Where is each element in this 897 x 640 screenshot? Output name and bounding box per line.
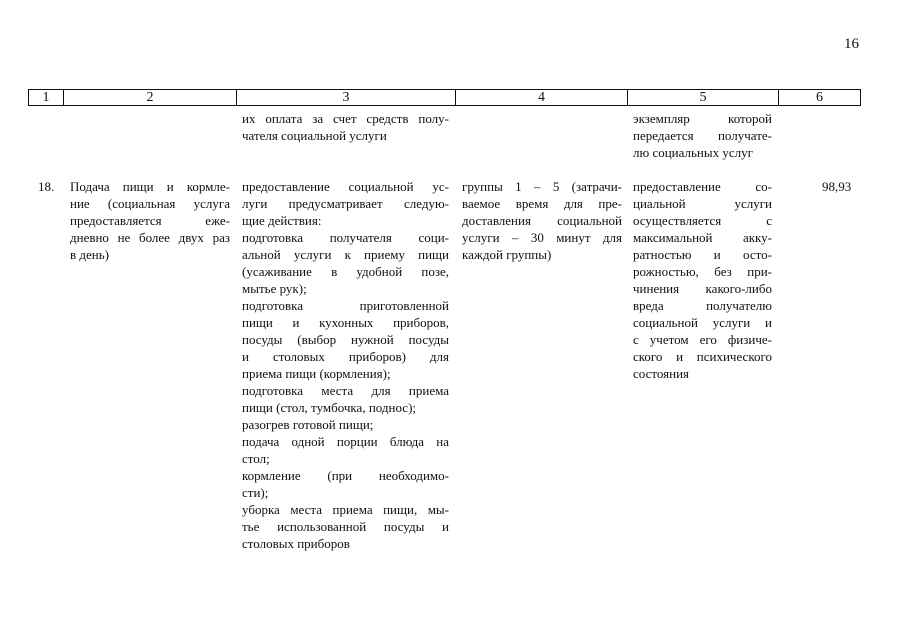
text-line: приема пищи (кормления); (242, 366, 391, 381)
text-line: их оплата за счет средств полу- (242, 111, 449, 126)
text-line: передается получате- (633, 128, 772, 143)
text-line: рожностью, без при- (633, 264, 772, 279)
continuation-col3 (242, 110, 449, 144)
text-line: столовых приборов (242, 536, 350, 551)
text-line: уборка места приема пищи, мы- (242, 502, 449, 517)
quality-conditions (633, 178, 772, 382)
text-line: альной услуги к приему пищи (242, 247, 449, 262)
text-line: максимальной акку- (633, 230, 772, 245)
text-line: предоставление со- (633, 179, 772, 194)
row-number: 18. (38, 179, 55, 194)
text-line: чателя социальной услуги (242, 128, 387, 143)
text-line: и столовых приборов) для (242, 349, 449, 364)
text-line: услуги – 30 минут для (462, 230, 622, 245)
text-line: дневно не более двух раз (70, 230, 230, 245)
text-line: чинения какого-либо (633, 281, 772, 296)
text-line: осуществляется с (633, 213, 772, 228)
header-col-4: 4 (455, 89, 628, 106)
text-line: предоставляется еже- (70, 213, 230, 228)
text-line: предоставление социальной ус- (242, 179, 449, 194)
text-line: лю социальных услуг (633, 145, 753, 160)
text-line: щие действия: (242, 213, 322, 228)
recipient-groups (462, 178, 622, 263)
text-line: ваемое время для пре- (462, 196, 622, 211)
text-line: циальной услуги (633, 196, 772, 211)
page-number: 16 (844, 36, 859, 52)
text-line: группы 1 – 5 (затрачи- (462, 179, 622, 194)
text-line: подготовка получателя соци- (242, 230, 449, 245)
text-line: Подача пищи и кормле- (70, 179, 230, 194)
text-line: социальной услуги и (633, 315, 772, 330)
text-line: подготовка приготовленной (242, 298, 449, 313)
text-line: луги предусматривает следую- (242, 196, 449, 211)
service-description (242, 178, 449, 552)
header-col-3: 3 (236, 89, 456, 106)
service-name (70, 178, 230, 263)
text-line: каждой группы) (462, 247, 552, 262)
text-line: вреда получателю (633, 298, 772, 313)
text-line: кормление (при необходимо- (242, 468, 449, 483)
text-line: пищи (стол, тумбочка, поднос); (242, 400, 417, 415)
continuation-col5 (633, 110, 772, 161)
text-line: пищи и кухонных приборов, (242, 315, 449, 330)
text-line: разогрев готовой пищи; (242, 417, 374, 432)
text-line: ского и психического (633, 349, 772, 364)
text-line: состояния (633, 366, 689, 381)
text-line: подача одной порции блюда на (242, 434, 449, 449)
text-line: доставления социальной (462, 213, 622, 228)
text-line: тье использованной посуды и (242, 519, 449, 534)
header-col-1: 1 (28, 89, 64, 106)
text-line: стол; (242, 451, 270, 466)
text-line: сти); (242, 485, 269, 500)
text-line: посуды (выбор нужной посуды (242, 332, 449, 347)
text-line: мытье рук); (242, 281, 307, 296)
text-line: (усаживание в удобной позе, (242, 264, 449, 279)
text-line: ратностью и осто- (633, 247, 772, 262)
header-col-5: 5 (627, 89, 779, 106)
text-line: экземпляр которой (633, 111, 772, 126)
text-line: в день) (70, 247, 109, 262)
text-line: ние (социальная услуга (70, 196, 230, 211)
header-col-2: 2 (63, 89, 237, 106)
header-col-6: 6 (778, 89, 861, 106)
tariff-value: 98,93 (822, 179, 852, 194)
text-line: подготовка места для приема (242, 383, 449, 398)
text-line: с учетом его физиче- (633, 332, 772, 347)
